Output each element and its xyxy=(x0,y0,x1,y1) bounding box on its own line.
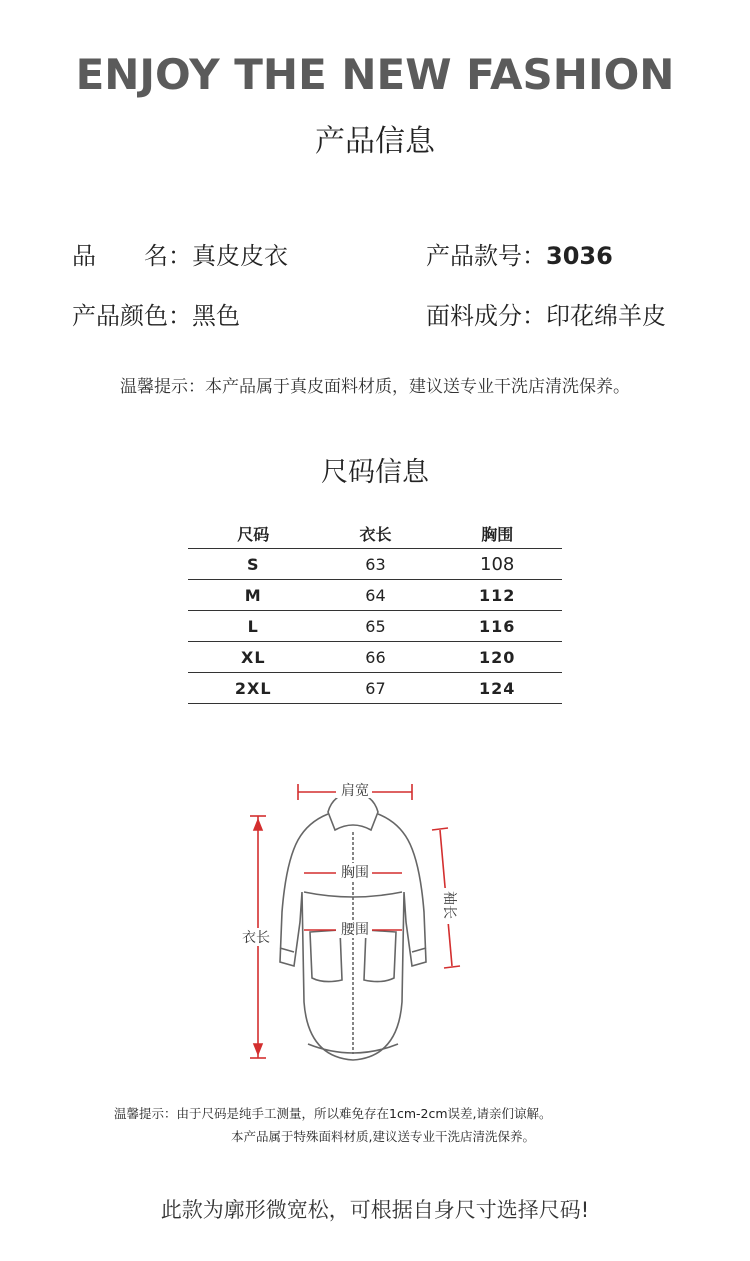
care-tip: 温馨提示：本产品属于真皮面料材质，建议送专业干洗店清洗保养。 xyxy=(120,377,630,397)
fabric-label: 面料成分： xyxy=(426,302,546,330)
length-cell: 65 xyxy=(319,611,433,642)
fabric-row xyxy=(426,296,666,331)
size-section-title: 尺码信息 xyxy=(321,457,429,488)
length-cell: 64 xyxy=(319,580,433,611)
headline: ENJOY THE NEW FASHION xyxy=(75,50,675,99)
size-cell: 2XL xyxy=(188,673,319,704)
product-name-value: 真皮皮衣 xyxy=(192,242,288,270)
shoulder-label: 肩宽 xyxy=(341,783,369,799)
size-table-header-row xyxy=(188,518,562,549)
length-cell: 63 xyxy=(319,549,433,580)
chest-label: 胸围 xyxy=(341,865,369,881)
product-color-value: 黑色 xyxy=(192,302,240,330)
product-color-label: 产品颜色： xyxy=(72,302,192,330)
length-label: 衣长 xyxy=(242,930,270,946)
size-cell: XL xyxy=(188,642,319,673)
length-header: 衣长 xyxy=(319,518,433,549)
product-name-label: 品 名： xyxy=(72,242,192,270)
chest-cell: 112 xyxy=(432,580,562,611)
style-number-label: 产品款号： xyxy=(426,242,546,270)
table-row xyxy=(188,580,562,611)
chest-cell: 116 xyxy=(432,611,562,642)
chest-cell: 108 xyxy=(432,549,562,580)
table-row xyxy=(188,549,562,580)
chest-header: 胸围 xyxy=(432,518,562,549)
footer-note: 此款为廓形微宽松，可根据自身尺寸选择尺码! xyxy=(160,1198,590,1222)
size-header: 尺码 xyxy=(188,518,319,549)
measure-note-line2: 本产品属于特殊面料材质,建议送专业干洗店清洗保养。 xyxy=(231,1129,535,1144)
size-cell: L xyxy=(188,611,319,642)
style-number-value: 3036 xyxy=(546,242,613,270)
chest-cell: 120 xyxy=(432,642,562,673)
table-row xyxy=(188,642,562,673)
sleeve-label: 袖长 xyxy=(441,891,457,919)
waist-label: 腰围 xyxy=(341,922,369,938)
table-row xyxy=(188,611,562,642)
product-color-row xyxy=(72,296,240,331)
coat-sketch xyxy=(228,772,478,1072)
table-row xyxy=(188,673,562,704)
size-cell: M xyxy=(188,580,319,611)
chest-cell: 124 xyxy=(432,673,562,704)
measure-note-line1: 温馨提示：由于尺码是纯手工测量，所以难免存在1cm-2cm误差,请亲们谅解。 xyxy=(114,1106,552,1121)
fabric-value: 印花绵羊皮 xyxy=(546,302,666,330)
style-number-row xyxy=(426,236,613,271)
product-section-title: 产品信息 xyxy=(315,124,435,159)
length-cell: 67 xyxy=(319,673,433,704)
size-table xyxy=(188,518,562,704)
product-name-row xyxy=(72,236,288,271)
size-cell: S xyxy=(188,549,319,580)
length-cell: 66 xyxy=(319,642,433,673)
